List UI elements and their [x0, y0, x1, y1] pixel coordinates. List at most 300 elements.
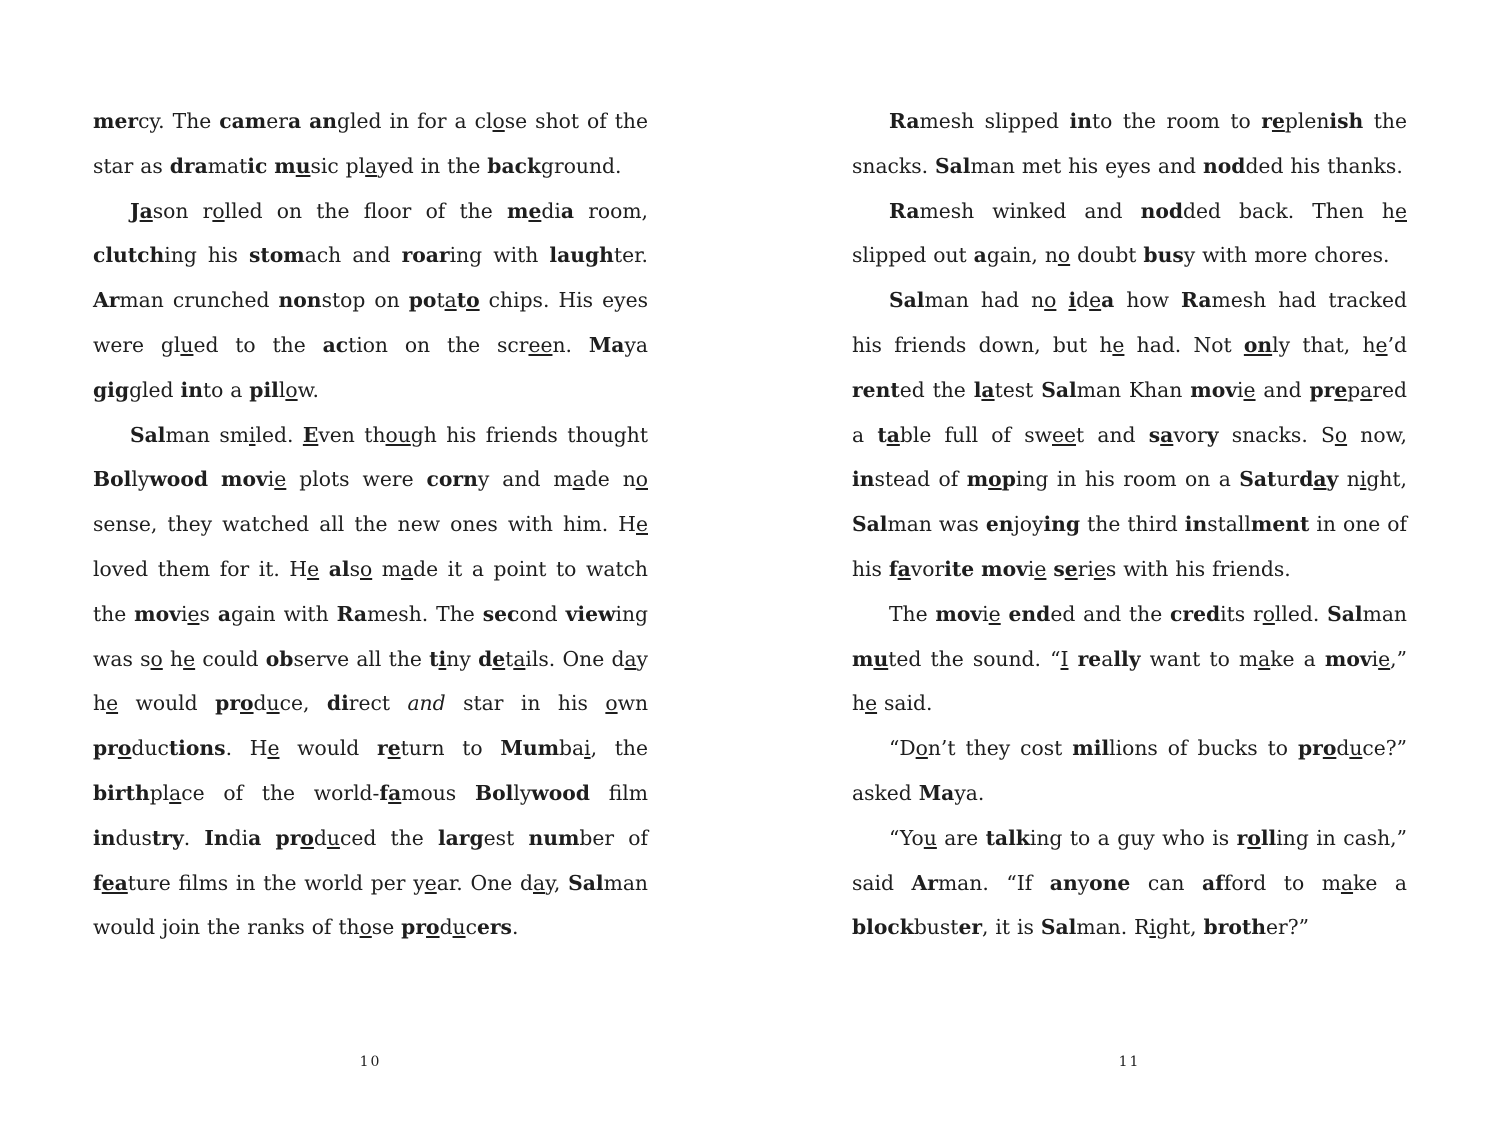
text-run: n — [1338, 467, 1360, 492]
text-run: o — [492, 109, 505, 133]
text-run: gled — [129, 377, 181, 402]
text-run: pr — [93, 736, 118, 761]
text-run — [1056, 288, 1068, 312]
text-run: ya — [624, 332, 648, 357]
text-run: larg — [437, 825, 484, 850]
text-run: u — [873, 646, 889, 671]
text-run: in — [1184, 512, 1208, 537]
text-run: r — [377, 736, 388, 761]
text-run: ar. One d — [436, 870, 533, 895]
text-run: star in his — [445, 691, 606, 716]
text-run: ing with — [449, 243, 550, 268]
text-run: n. — [552, 332, 589, 357]
text-run: a — [1160, 422, 1174, 447]
text-run — [1160, 423, 1173, 447]
text-run: . — [183, 825, 205, 850]
text-run: Sal — [935, 153, 971, 178]
text-run: o — [915, 736, 928, 761]
text-run: a — [169, 780, 182, 805]
text-run: y h — [93, 646, 649, 716]
text-run: I — [1060, 646, 1069, 671]
text-run: laugh — [549, 243, 614, 268]
text-run: roar — [401, 243, 450, 268]
text-run: mov — [1324, 646, 1372, 671]
text-run — [1069, 647, 1078, 671]
text-run: i — [982, 601, 989, 626]
text-run: o — [1322, 736, 1337, 761]
text-run: e — [1093, 556, 1106, 581]
text-run: E — [302, 422, 319, 447]
text-run: e — [183, 646, 196, 671]
text-run: serve all the — [293, 646, 430, 671]
text-run: p — [1001, 467, 1016, 492]
text-run: corn — [426, 467, 478, 492]
text-run: mesh. The — [367, 601, 483, 626]
text-run: mer — [93, 109, 139, 133]
text-run: could — [195, 646, 266, 671]
text-run: i — [438, 646, 447, 671]
text-run: y and m — [477, 467, 573, 492]
text-run: ed the — [899, 377, 974, 402]
text-run: r — [1261, 109, 1272, 133]
text-run — [873, 647, 888, 671]
text-run: Bol — [474, 780, 514, 805]
text-run: i — [1149, 915, 1156, 940]
text-run: sense, they watched all the new ones with him. H — [93, 512, 636, 537]
text-run: e — [1271, 109, 1285, 133]
text-run: mesh had tracked his friends down, but h — [852, 288, 1407, 357]
text-run: ly — [131, 467, 150, 492]
text-run: a — [1360, 377, 1373, 402]
text-run: son r — [152, 198, 213, 223]
text-run: o — [300, 825, 314, 850]
text-run: d — [1076, 288, 1090, 313]
text-run: clutch — [93, 243, 165, 268]
text-run: o — [359, 915, 372, 940]
text-run: d — [1299, 467, 1314, 492]
text-run: est — [483, 825, 529, 850]
text-run: o — [1044, 288, 1057, 313]
text-run: a — [444, 288, 457, 313]
text-run: u — [923, 825, 937, 850]
text-run: ’d — [1387, 332, 1407, 357]
text-run: red a — [852, 377, 1408, 447]
text-run — [1068, 288, 1076, 312]
text-run: y — [1077, 870, 1090, 895]
text-run: duc — [131, 736, 169, 761]
text-run: e — [267, 736, 280, 761]
text-run: mov — [1190, 377, 1238, 402]
text-run — [1313, 467, 1326, 491]
text-run: pil — [249, 377, 279, 402]
text-run: try — [151, 825, 184, 850]
text-run: e — [424, 870, 437, 895]
text-run: di — [228, 825, 249, 850]
text-run — [301, 109, 309, 133]
text-run: o — [212, 198, 225, 223]
text-run: Ra — [889, 109, 920, 133]
text-run: man would join the ranks of th — [93, 870, 648, 940]
text-run: cred — [1170, 601, 1221, 626]
text-run: dra — [169, 153, 208, 178]
text-run: back — [487, 153, 542, 178]
text-run — [102, 871, 128, 895]
text-run: lions of bucks to — [1109, 736, 1298, 761]
text-run: af — [1201, 870, 1224, 895]
text-run: mov — [221, 467, 268, 492]
text-run: pr — [275, 825, 301, 850]
text-run: sic pl — [310, 153, 366, 178]
text-run: a — [973, 243, 987, 268]
text-run — [528, 199, 541, 223]
text-run: d — [1336, 736, 1350, 761]
text-run: ght, — [1366, 467, 1407, 492]
text-run: led. — [255, 422, 303, 447]
text-run: yed in the — [377, 153, 488, 178]
text-run: gain, n — [986, 243, 1058, 268]
text-run: “Yo — [889, 825, 924, 850]
text-run: i — [1371, 646, 1379, 671]
text-run: e — [1394, 198, 1407, 223]
text-run: e — [1375, 332, 1388, 357]
text-run: a — [1258, 646, 1271, 671]
text-run: Sal — [1041, 377, 1077, 402]
text-run: o — [150, 646, 163, 671]
text-run: doubt — [1070, 243, 1144, 268]
text-run: Ra — [1181, 288, 1212, 313]
text-run: se — [371, 915, 402, 940]
text-run: ite — [944, 556, 975, 581]
text-run: ble full of sw — [899, 422, 1052, 447]
text-run: m — [852, 646, 874, 671]
text-run: e — [1112, 332, 1125, 357]
text-run: Ma — [588, 332, 625, 357]
text-run: wood — [531, 780, 590, 805]
text-run: a — [624, 646, 637, 671]
text-run: se shot of the star as — [93, 109, 649, 178]
text-run: The — [889, 601, 936, 626]
text-run: er — [958, 915, 983, 940]
text-run: mat — [207, 153, 248, 178]
text-run: e — [492, 646, 506, 671]
page-number: 10 — [359, 1054, 382, 1070]
text-run: i — [1359, 467, 1367, 492]
text-run — [296, 154, 311, 178]
text-run — [240, 691, 254, 715]
page-number: 11 — [1118, 1054, 1141, 1070]
text-run — [466, 288, 480, 312]
text-run: f — [93, 870, 102, 895]
text-run: t — [456, 288, 467, 313]
text-run: vor — [1173, 422, 1207, 447]
text-run: s — [1053, 556, 1065, 581]
text-run: Ra — [889, 198, 920, 223]
text-run: pr — [401, 915, 427, 940]
text-run: to the room to — [1091, 109, 1262, 133]
text-run: Ma — [918, 780, 955, 805]
text-run: want to m — [1140, 646, 1259, 671]
paragraph — [852, 816, 1407, 950]
text-run: o — [117, 736, 132, 761]
text-run: and — [1255, 377, 1310, 402]
text-run: man. R — [1076, 915, 1150, 940]
text-run — [319, 557, 329, 581]
text-run: are — [936, 825, 986, 850]
paragraph — [852, 592, 1407, 726]
text-run — [261, 826, 275, 850]
text-run: u — [452, 915, 466, 940]
text-run: ed to the — [193, 332, 323, 357]
text-run: lled on the floor of the — [224, 198, 507, 223]
text-run — [898, 557, 911, 581]
text-run: Ar — [93, 288, 120, 313]
text-run: e — [387, 736, 401, 761]
text-run: ach and — [304, 243, 402, 268]
text-run: one — [1089, 870, 1131, 895]
text-run: stall — [1207, 512, 1251, 537]
text-run: o — [1057, 243, 1071, 268]
paragraph — [852, 99, 1407, 189]
text-run: man. “If — [937, 870, 1050, 895]
text-run: wood — [149, 467, 209, 492]
text-run: would — [118, 691, 216, 716]
text-run: to a — [202, 377, 250, 402]
text-run: loved them for it. H — [93, 556, 308, 581]
text-run: ded his thanks. — [1245, 153, 1403, 178]
text-run: in — [852, 467, 875, 492]
paragraph — [852, 726, 1407, 816]
text-run: er — [266, 109, 288, 133]
text-run: ded back. Then h — [1183, 198, 1395, 223]
text-run: ers — [476, 915, 512, 940]
text-run: s — [199, 601, 218, 626]
text-run: ee — [528, 332, 553, 357]
text-run: di — [326, 691, 349, 716]
text-run: al — [328, 556, 350, 581]
text-run: ture films in the world per y — [127, 870, 425, 895]
paragraph — [93, 99, 648, 189]
text-run: ac — [322, 332, 349, 357]
text-run: in one of his — [852, 512, 1408, 581]
text-run: non — [278, 288, 322, 313]
text-run: o — [635, 467, 648, 492]
text-run: l — [278, 377, 286, 402]
text-run: t and — [1076, 422, 1149, 447]
text-run: chips. His eyes were gl — [93, 288, 648, 357]
text-run — [118, 736, 132, 760]
text-run: mous — [401, 780, 475, 805]
text-run: said. — [877, 691, 933, 716]
text-run: de n — [584, 467, 636, 492]
text-run: ced the — [339, 825, 438, 850]
text-run: test — [994, 377, 1042, 402]
text-run: view — [565, 601, 616, 626]
text-run: ly that, h — [1272, 332, 1376, 357]
text-run: o — [1262, 601, 1275, 626]
text-run: a — [560, 198, 574, 223]
text-run: Sal — [852, 512, 888, 537]
text-run: mov — [935, 601, 983, 626]
text-run: gain with — [231, 601, 337, 626]
text-run — [988, 467, 1002, 491]
text-run: re — [1077, 646, 1102, 671]
text-run: o — [285, 377, 298, 402]
text-run: room, — [573, 198, 649, 223]
text-run — [388, 736, 401, 760]
text-run: e — [865, 691, 878, 716]
text-run: a — [217, 601, 231, 626]
text-run: ce of the world- — [181, 780, 380, 805]
text-run: n’t they cost — [927, 736, 1073, 761]
text-run: the third — [1080, 512, 1185, 537]
text-run: ke a — [1270, 646, 1325, 671]
text-run: a — [139, 198, 153, 223]
text-run — [492, 647, 505, 671]
text-run: ee — [1052, 422, 1077, 447]
text-run: o — [359, 556, 373, 581]
paragraph — [852, 189, 1407, 279]
text-run: a — [1313, 467, 1327, 492]
text-run: po — [408, 288, 437, 313]
text-run: ya. — [954, 780, 985, 805]
text-run: talk — [985, 825, 1030, 850]
text-run: t — [505, 646, 514, 671]
text-run: , the — [590, 736, 648, 761]
text-run: an — [309, 109, 338, 133]
text-run: a — [981, 377, 995, 402]
text-run: ce?” asked — [852, 736, 1407, 805]
text-run: e — [187, 601, 200, 626]
text-run: its r — [1220, 601, 1263, 626]
text-run: m — [372, 556, 402, 581]
text-run: t — [429, 646, 439, 671]
text-run — [981, 378, 994, 402]
text-run: on — [1243, 332, 1273, 357]
text-run: a — [1340, 870, 1354, 895]
text-run: ond — [519, 601, 566, 626]
text-run: plots were — [286, 467, 427, 492]
text-run — [1334, 378, 1347, 402]
text-run: man was — [887, 512, 986, 537]
text-run: broth — [1203, 915, 1267, 940]
text-run: mov — [981, 556, 1028, 581]
text-run: a — [388, 780, 402, 805]
text-run: rect — [348, 691, 408, 716]
text-run: in — [93, 825, 116, 850]
text-run: m — [274, 153, 296, 178]
text-run: , it is — [982, 915, 1041, 940]
text-run: a — [513, 646, 526, 671]
text-run: an — [1049, 870, 1078, 895]
text-run: stead of — [874, 467, 967, 492]
text-run: ,” h — [852, 646, 1407, 716]
text-run: ly — [513, 780, 532, 805]
text-run: now, — [1347, 422, 1407, 447]
text-run: slipped out — [852, 243, 974, 268]
text-run: ny — [446, 646, 479, 671]
text-run: man had n — [924, 288, 1045, 313]
text-run: tions — [168, 736, 226, 761]
text-run: c — [465, 915, 477, 940]
text-run: e — [106, 691, 119, 716]
paragraph — [93, 413, 648, 951]
text-run: ea — [101, 870, 128, 895]
text-run: o — [426, 915, 440, 940]
text-run: ll — [1260, 825, 1277, 850]
text-run: would — [279, 736, 377, 761]
text-run: y with more chores. — [1183, 243, 1390, 268]
text-run: ri — [1077, 556, 1094, 581]
text-run: y — [1206, 422, 1219, 447]
text-run: e — [635, 512, 648, 537]
text-run: e — [1064, 556, 1078, 581]
text-run: w. — [297, 377, 320, 402]
text-run — [1244, 333, 1272, 357]
text-run: In — [204, 825, 229, 850]
text-run: en — [985, 512, 1014, 537]
right-page — [852, 0, 1407, 1125]
text-run: u — [266, 691, 280, 716]
text-run: a — [365, 153, 378, 178]
text-run: turn to — [400, 736, 501, 761]
left-page-text — [93, 99, 648, 950]
text-run: rent — [852, 377, 900, 402]
text-run: f — [379, 780, 389, 805]
text-run: lled. — [1274, 601, 1328, 626]
text-run: i — [248, 422, 256, 447]
text-run: d — [313, 825, 327, 850]
text-run: bust — [913, 915, 959, 940]
text-run: pl — [149, 780, 170, 805]
text-run — [140, 199, 153, 223]
text-run: Sal — [1040, 915, 1077, 940]
text-run: a — [897, 556, 911, 581]
text-run: e — [1089, 288, 1102, 313]
text-run: ob — [265, 646, 294, 671]
text-run: birth — [93, 780, 150, 805]
text-run: o — [466, 288, 480, 313]
text-run: i — [1237, 377, 1244, 402]
text-run — [1272, 109, 1285, 133]
text-run: d — [478, 646, 493, 671]
text-run — [300, 826, 314, 850]
right-page-text — [852, 99, 1407, 950]
text-run: ish — [1329, 109, 1364, 133]
text-run: u — [295, 153, 311, 178]
text-run: had. Not — [1124, 332, 1244, 357]
text-run: p — [1347, 377, 1361, 402]
paragraph — [93, 189, 648, 413]
paragraph — [852, 278, 1407, 592]
text-run: stop on — [321, 288, 409, 313]
text-run: d — [439, 915, 453, 940]
text-run: i — [1068, 288, 1077, 313]
text-run: o — [1247, 825, 1261, 850]
text-run: ba — [559, 736, 585, 761]
text-run: the snacks. — [852, 109, 1407, 178]
text-run: Sal — [130, 422, 166, 447]
text-run: o — [988, 467, 1002, 492]
text-run: gh his friends thought — [410, 422, 648, 447]
text-run: man met his eyes and — [970, 153, 1203, 178]
text-run: Sal — [568, 870, 604, 895]
text-run: r — [1236, 825, 1248, 850]
text-run: tion on the scr — [348, 332, 529, 357]
text-run: ment — [1250, 512, 1310, 537]
text-run: s — [1148, 422, 1161, 447]
text-run: a — [1101, 288, 1115, 313]
text-run — [1323, 736, 1337, 760]
